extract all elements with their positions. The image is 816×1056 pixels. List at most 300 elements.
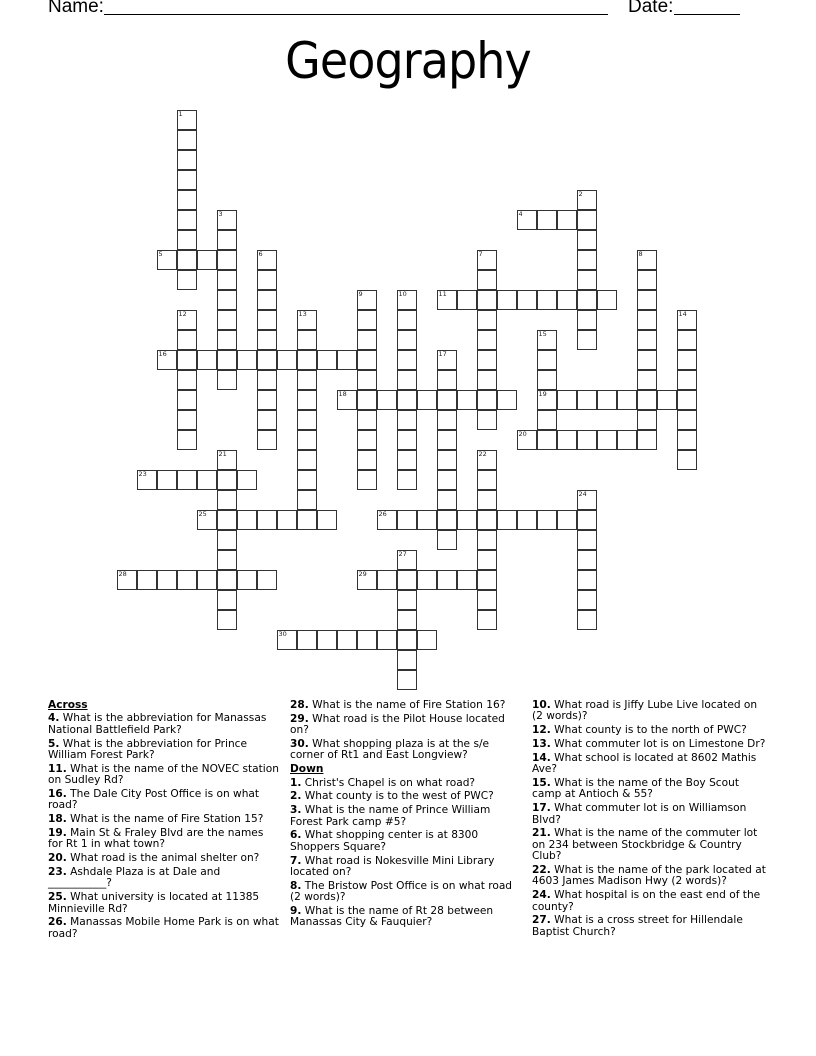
grid-cell[interactable] (577, 530, 597, 550)
grid-cell[interactable] (317, 510, 337, 530)
grid-cell[interactable] (477, 570, 497, 590)
grid-cell[interactable] (477, 450, 497, 470)
clue-text: What hospital is on the east end of the county? (532, 889, 761, 913)
clue-number: 19 (538, 389, 547, 398)
grid-cell[interactable] (257, 430, 277, 450)
grid-cell[interactable] (297, 370, 317, 390)
clue-text: What university is located at 11385 Minnieville Rd? (48, 891, 260, 915)
grid-cell[interactable] (477, 270, 497, 290)
grid-cell[interactable] (397, 350, 417, 370)
clue-number: 14 (678, 309, 687, 318)
clue-across-item (48, 853, 280, 864)
grid-cell[interactable] (417, 630, 437, 650)
grid-cell[interactable] (437, 390, 457, 410)
grid-cell[interactable] (597, 390, 617, 410)
clue-number: 1 (178, 109, 183, 118)
grid-cell[interactable] (417, 570, 437, 590)
grid-cell[interactable] (417, 510, 437, 530)
grid-cell[interactable] (357, 570, 377, 590)
grid-cell[interactable] (577, 590, 597, 610)
grid-cell[interactable] (177, 570, 197, 590)
grid-cell[interactable] (177, 250, 197, 270)
clue-number: 20 (518, 429, 527, 438)
grid-cell[interactable] (217, 590, 237, 610)
grid-cell[interactable] (297, 510, 317, 530)
grid-cell[interactable] (297, 630, 317, 650)
grid-cell[interactable] (617, 390, 637, 410)
grid-cell[interactable] (277, 630, 297, 650)
grid-cell[interactable] (437, 430, 457, 450)
clue-down-item (290, 778, 522, 789)
grid-cell[interactable] (397, 450, 417, 470)
grid-cell[interactable] (157, 570, 177, 590)
grid-cell[interactable] (257, 570, 277, 590)
grid-cell[interactable] (537, 370, 557, 390)
grid-cell[interactable] (257, 330, 277, 350)
grid-cell[interactable] (177, 110, 197, 130)
grid-cell[interactable] (217, 210, 237, 230)
grid-cell[interactable] (257, 310, 277, 330)
grid-cell[interactable] (577, 210, 597, 230)
grid-cell[interactable] (257, 370, 277, 390)
grid-cell[interactable] (617, 430, 637, 450)
clue-number: 4. (48, 712, 60, 725)
grid-cell[interactable] (257, 290, 277, 310)
grid-cell[interactable] (397, 650, 417, 670)
grid-cell[interactable] (297, 430, 317, 450)
clue-down-item (532, 725, 768, 736)
grid-cell[interactable] (137, 470, 157, 490)
grid-cell[interactable] (237, 570, 257, 590)
grid-cell[interactable] (457, 570, 477, 590)
clue-text: What is the name of the park located at 4603 James Madison Hwy (2 words)? (532, 864, 766, 888)
grid-cell[interactable] (317, 350, 337, 370)
grid-cell[interactable] (277, 350, 297, 370)
grid-cell[interactable] (637, 390, 657, 410)
grid-cell[interactable] (557, 210, 577, 230)
grid-cell[interactable] (437, 290, 457, 310)
grid-cell[interactable] (377, 570, 397, 590)
grid-cell[interactable] (157, 250, 177, 270)
clue-number: 2. (290, 790, 302, 803)
grid-cell[interactable] (317, 630, 337, 650)
grid-cell[interactable] (177, 350, 197, 370)
grid-cell[interactable] (677, 350, 697, 370)
grid-cell[interactable] (537, 290, 557, 310)
grid-cell[interactable] (337, 350, 357, 370)
grid-cell[interactable] (217, 490, 237, 510)
clue-number: 16 (158, 349, 167, 358)
clue-text: Christ's Chapel is on what road? (304, 776, 476, 789)
clue-number: 25. (48, 891, 67, 904)
grid-cell[interactable] (257, 270, 277, 290)
clue-number: 3. (290, 804, 302, 817)
grid-cell[interactable] (637, 310, 657, 330)
grid-cell[interactable] (477, 250, 497, 270)
clue-number: 7 (478, 249, 483, 258)
grid-cell[interactable] (677, 330, 697, 350)
clue-number: 1. (290, 776, 302, 789)
grid-cell[interactable] (177, 370, 197, 390)
grid-cell[interactable] (177, 210, 197, 230)
grid-cell[interactable] (477, 370, 497, 390)
grid-cell[interactable] (457, 290, 477, 310)
clue-number: 8 (638, 249, 643, 258)
clue-number: 14. (532, 751, 551, 764)
clue-number: 7. (290, 854, 302, 867)
grid-cell[interactable] (557, 390, 577, 410)
grid-cell[interactable] (677, 430, 697, 450)
grid-cell[interactable] (357, 410, 377, 430)
clue-down-item (290, 856, 522, 879)
grid-cell[interactable] (437, 470, 457, 490)
grid-cell[interactable] (457, 510, 477, 530)
grid-cell[interactable] (177, 410, 197, 430)
grid-cell[interactable] (677, 390, 697, 410)
grid-cell[interactable] (197, 470, 217, 490)
grid-cell[interactable] (557, 510, 577, 530)
grid-cell[interactable] (517, 210, 537, 230)
grid-cell[interactable] (397, 570, 417, 590)
grid-cell[interactable] (577, 330, 597, 350)
clue-number: 24 (578, 489, 587, 498)
clue-number: 18. (48, 813, 67, 826)
grid-cell[interactable] (177, 430, 197, 450)
clue-text: What commuter lot is on Limestone Dr? (554, 738, 766, 750)
grid-cell[interactable] (177, 190, 197, 210)
grid-cell[interactable] (437, 450, 457, 470)
clue-number: 27 (398, 549, 407, 558)
grid-cell[interactable] (577, 490, 597, 510)
grid-cell[interactable] (357, 430, 377, 450)
grid-cell[interactable] (217, 310, 237, 330)
grid-cell[interactable] (337, 390, 357, 410)
grid-cell[interactable] (197, 510, 217, 530)
grid-cell[interactable] (677, 410, 697, 430)
grid-cell[interactable] (477, 590, 497, 610)
clue-number: 17. (532, 802, 551, 815)
grid-cell[interactable] (397, 390, 417, 410)
worksheet-header (48, 0, 768, 20)
grid-cell[interactable] (377, 630, 397, 650)
grid-cell[interactable] (437, 490, 457, 510)
grid-cell[interactable] (557, 430, 577, 450)
grid-cell[interactable] (217, 290, 237, 310)
grid-cell[interactable] (597, 430, 617, 450)
clue-text: What school is located at 8602 Mathis Ave? (532, 751, 757, 776)
grid-cell[interactable] (397, 370, 417, 390)
grid-cell[interactable] (297, 350, 317, 370)
grid-cell[interactable] (397, 310, 417, 330)
grid-cell[interactable] (177, 130, 197, 150)
grid-cell[interactable] (297, 450, 317, 470)
grid-cell[interactable] (537, 410, 557, 430)
grid-cell[interactable] (577, 270, 597, 290)
grid-cell[interactable] (517, 510, 537, 530)
grid-cell[interactable] (177, 150, 197, 170)
name-field[interactable] (104, 14, 608, 15)
grid-cell[interactable] (357, 470, 377, 490)
clue-down-item (290, 791, 522, 802)
grid-cell[interactable] (497, 510, 517, 530)
clue-number: 9 (358, 289, 363, 298)
across-heading: Across (48, 699, 88, 711)
grid-cell[interactable] (637, 430, 657, 450)
grid-cell[interactable] (397, 610, 417, 630)
grid-cell[interactable] (217, 230, 237, 250)
grid-cell[interactable] (557, 290, 577, 310)
clue-number: 8. (290, 879, 302, 892)
grid-cell[interactable] (517, 290, 537, 310)
clue-across-item (48, 892, 280, 915)
grid-cell[interactable] (437, 570, 457, 590)
clue-number: 9. (290, 905, 302, 918)
grid-cell[interactable] (157, 350, 177, 370)
grid-cell[interactable] (637, 370, 657, 390)
grid-cell[interactable] (577, 430, 597, 450)
grid-cell[interactable] (377, 390, 397, 410)
grid-cell[interactable] (197, 570, 217, 590)
grid-cell[interactable] (357, 450, 377, 470)
grid-cell[interactable] (217, 250, 237, 270)
grid-cell[interactable] (517, 430, 537, 450)
grid-cell[interactable] (537, 210, 557, 230)
grid-cell[interactable] (397, 630, 417, 650)
grid-cell[interactable] (637, 330, 657, 350)
grid-cell[interactable] (177, 330, 197, 350)
clue-text: What shopping plaza is at the s/e corner of Rt1 and East Longview? (290, 738, 490, 762)
clue-text: The Bristow Post Office is on what road (2 words)? (290, 879, 513, 904)
grid-cell[interactable] (397, 470, 417, 490)
clue-text: What is the name of Rt 28 between Manassas City & Fauquier? (290, 905, 494, 929)
grid-cell[interactable] (297, 470, 317, 490)
clue-text: What road is Jiffy Lube Live located on (2 words)? (532, 699, 758, 723)
grid-cell[interactable] (357, 330, 377, 350)
grid-cell[interactable] (297, 490, 317, 510)
clue-number: 3 (218, 209, 223, 218)
clue-down-item (532, 890, 768, 913)
grid-cell[interactable] (397, 670, 417, 690)
grid-cell[interactable] (217, 270, 237, 290)
clue-number: 10 (398, 289, 407, 298)
clue-text: What is the abbreviation for Manassas National Battlefield Park? (48, 712, 267, 736)
grid-cell[interactable] (577, 190, 597, 210)
clue-number: 28. (290, 699, 309, 711)
grid-cell[interactable] (177, 270, 197, 290)
grid-cell[interactable] (577, 570, 597, 590)
grid-cell[interactable] (537, 430, 557, 450)
grid-cell[interactable] (497, 290, 517, 310)
grid-cell[interactable] (397, 550, 417, 570)
date-field[interactable] (674, 14, 740, 15)
grid-cell[interactable] (357, 350, 377, 370)
grid-cell[interactable] (637, 290, 657, 310)
clue-text: What is the name of Fire Station 15? (70, 813, 264, 826)
grid-cell[interactable] (437, 370, 457, 390)
clue-across-item (48, 867, 280, 890)
grid-cell[interactable] (217, 530, 237, 550)
grid-cell[interactable] (637, 270, 657, 290)
grid-cell[interactable] (577, 310, 597, 330)
grid-cell[interactable] (217, 330, 237, 350)
clue-down-item (532, 778, 768, 801)
clue-text: What is a cross street for Hillendale Baptist Church? (532, 914, 743, 938)
grid-cell[interactable] (257, 350, 277, 370)
grid-cell[interactable] (257, 410, 277, 430)
grid-cell[interactable] (337, 630, 357, 650)
clue-number: 27. (532, 914, 551, 927)
clue-text: Main St & Fraley Blvd are the names for Rt 1 in what town? (48, 827, 264, 851)
grid-cell[interactable] (637, 250, 657, 270)
grid-cell[interactable] (677, 450, 697, 470)
grid-cell[interactable] (157, 470, 177, 490)
grid-cell[interactable] (357, 290, 377, 310)
grid-cell[interactable] (377, 510, 397, 530)
grid-cell[interactable] (577, 390, 597, 410)
grid-cell[interactable] (217, 450, 237, 470)
grid-cell[interactable] (397, 510, 417, 530)
clues-column-3 (532, 700, 768, 941)
clue-text: What is the abbreviation for Prince William Forest Park? (48, 737, 248, 762)
clue-across-item (290, 700, 522, 711)
clue-down-item (290, 805, 522, 828)
grid-cell[interactable] (117, 570, 137, 590)
grid-cell[interactable] (477, 510, 497, 530)
grid-cell[interactable] (477, 470, 497, 490)
clue-text: What road is the animal shelter on? (70, 852, 260, 865)
clue-number: 30. (290, 738, 309, 750)
grid-cell[interactable] (477, 390, 497, 410)
grid-cell[interactable] (217, 610, 237, 630)
grid-cell[interactable] (537, 390, 557, 410)
grid-cell[interactable] (577, 250, 597, 270)
grid-cell[interactable] (217, 570, 237, 590)
grid-cell[interactable] (537, 350, 557, 370)
grid-cell[interactable] (257, 510, 277, 530)
grid-cell[interactable] (477, 550, 497, 570)
grid-cell[interactable] (437, 410, 457, 430)
grid-cell[interactable] (297, 390, 317, 410)
grid-cell[interactable] (577, 510, 597, 530)
grid-cell[interactable] (437, 510, 457, 530)
grid-cell[interactable] (477, 310, 497, 330)
grid-cell[interactable] (277, 510, 297, 530)
grid-cell[interactable] (397, 330, 417, 350)
grid-cell[interactable] (657, 390, 677, 410)
clue-text: What is the name of Fire Station 16? (312, 699, 506, 711)
clue-across-item (290, 739, 522, 762)
grid-cell[interactable] (357, 630, 377, 650)
grid-cell[interactable] (357, 390, 377, 410)
clue-number: 25 (198, 509, 207, 518)
clue-text: What road is the Pilot House located on? (290, 712, 505, 737)
clue-number: 19. (48, 827, 67, 840)
grid-cell[interactable] (197, 350, 217, 370)
clue-down-item (532, 739, 768, 750)
grid-cell[interactable] (197, 250, 217, 270)
grid-cell[interactable] (457, 390, 477, 410)
grid-cell[interactable] (477, 530, 497, 550)
clue-number: 23. (48, 866, 67, 879)
clue-text: What commuter lot is on Williamson Blvd? (532, 802, 747, 826)
grid-cell[interactable] (477, 330, 497, 350)
grid-cell[interactable] (397, 590, 417, 610)
grid-cell[interactable] (217, 470, 237, 490)
grid-cell[interactable] (177, 230, 197, 250)
page-title: Geography (285, 32, 531, 90)
clue-number: 2 (578, 189, 583, 198)
clue-down-item (290, 830, 522, 853)
grid-cell[interactable] (477, 410, 497, 430)
grid-cell[interactable] (477, 350, 497, 370)
grid-cell[interactable] (577, 290, 597, 310)
grid-cell[interactable] (237, 510, 257, 530)
grid-cell[interactable] (477, 490, 497, 510)
clue-text: The Dale City Post Office is on what road? (48, 788, 260, 812)
grid-cell[interactable] (357, 310, 377, 330)
clue-number: 24. (532, 889, 551, 902)
grid-cell[interactable] (397, 290, 417, 310)
grid-cell[interactable] (217, 550, 237, 570)
clue-number: 12. (532, 724, 551, 737)
clue-number: 6 (258, 249, 263, 258)
grid-cell[interactable] (677, 370, 697, 390)
grid-cell[interactable] (477, 610, 497, 630)
grid-cell[interactable] (437, 350, 457, 370)
grid-cell[interactable] (477, 290, 497, 310)
clue-down-item (532, 700, 768, 723)
grid-cell[interactable] (217, 350, 237, 370)
grid-cell[interactable] (597, 290, 617, 310)
grid-cell[interactable] (637, 410, 657, 430)
grid-cell[interactable] (297, 310, 317, 330)
grid-cell[interactable] (297, 410, 317, 430)
clue-number: 13. (532, 738, 551, 750)
grid-cell[interactable] (237, 350, 257, 370)
grid-cell[interactable] (257, 250, 277, 270)
grid-cell[interactable] (297, 330, 317, 350)
grid-cell[interactable] (437, 530, 457, 550)
grid-cell[interactable] (237, 470, 257, 490)
grid-cell[interactable] (397, 410, 417, 430)
grid-cell[interactable] (497, 390, 517, 410)
clue-number: 22 (478, 449, 487, 458)
grid-cell[interactable] (577, 610, 597, 630)
clue-number: 10. (532, 699, 551, 711)
grid-cell[interactable] (397, 430, 417, 450)
grid-cell[interactable] (257, 390, 277, 410)
clue-number: 21. (532, 827, 551, 840)
clue-text: What county is to the north of PWC? (554, 724, 747, 737)
grid-cell[interactable] (137, 570, 157, 590)
grid-cell[interactable] (357, 370, 377, 390)
grid-cell[interactable] (177, 390, 197, 410)
grid-cell[interactable] (217, 510, 237, 530)
grid-cell[interactable] (677, 310, 697, 330)
grid-cell[interactable] (577, 550, 597, 570)
grid-cell[interactable] (537, 510, 557, 530)
grid-cell[interactable] (537, 330, 557, 350)
grid-cell[interactable] (177, 310, 197, 330)
down-heading: Down (290, 763, 324, 776)
grid-cell[interactable] (177, 470, 197, 490)
grid-cell[interactable] (417, 390, 437, 410)
grid-cell[interactable] (217, 370, 237, 390)
grid-cell[interactable] (177, 170, 197, 190)
grid-cell[interactable] (577, 230, 597, 250)
clue-number: 26 (378, 509, 387, 518)
grid-cell[interactable] (637, 350, 657, 370)
